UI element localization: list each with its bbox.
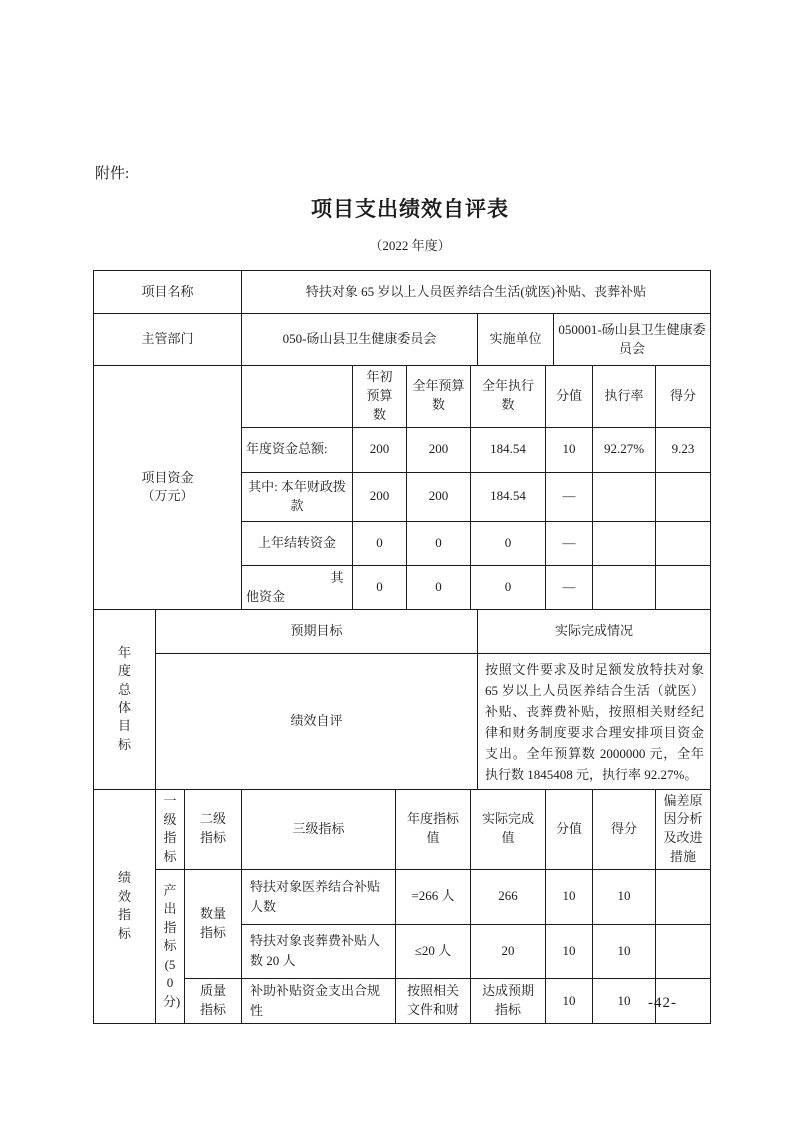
indicator-level1-output [156,869,185,1023]
funds-cell: 0 [353,565,407,609]
section-project-funds [93,365,711,610]
department-value: 050-砀山县卫生健康委员会 [242,314,478,366]
indicator-target-value: =266 人 [396,869,471,924]
funds-cell: 0 [471,565,546,609]
indicator-name: 补助补贴资金支出合规性 [242,978,396,1023]
annual-goal-label-text: 年度总体目标 [117,644,131,752]
funds-header-execution-rate: 执行率 [593,366,656,428]
indicator-level1-output-text: 产出指标(50分) [162,882,181,1009]
funds-cell [593,472,656,521]
indicator-header-score-max: 分值 [546,789,593,869]
indicator-header-level1-text: 一级指标 [163,793,177,864]
section-project-info [93,270,711,366]
indicator-header-target: 年度指标值 [396,789,471,869]
funds-cell: 9.23 [656,427,711,472]
funds-cell: 200 [407,427,471,472]
indicator-header-score: 得分 [593,789,656,869]
implementing-unit-value: 050001-砀山县卫生健康委员会 [554,314,711,366]
table-row [94,314,711,366]
funds-cell: 200 [353,472,407,521]
actual-completion-header: 实际完成情况 [478,609,711,653]
indicator-target-value: ≤20 人 [396,924,471,978]
table-row [94,271,711,314]
project-name-value: 特扶对象 65 岁以上人员医养结合生活(就医)补贴、丧葬补贴 [242,271,711,314]
table-row [94,609,711,653]
indicator-deviation [656,924,711,978]
indicator-name: 特扶对象医养结合补贴人数 [242,869,396,924]
funds-header-score-value: 分值 [546,366,593,428]
page-subtitle: （2022 年度） [369,238,451,253]
section-performance-indicators [93,789,711,1025]
indicator-score: 10 [593,924,656,978]
page-number: -42- [648,995,677,1011]
funds-cell [656,565,711,609]
funds-section-label [94,366,242,610]
funds-cell: 0 [407,565,471,609]
funds-cell: 200 [407,472,471,521]
expected-goal-header: 预期目标 [156,609,478,653]
indicators-section-label [94,789,156,1024]
funds-cell: 184.54 [471,472,546,521]
funds-cell: 0 [353,521,407,565]
attachment-label: 附件: [95,166,130,182]
indicator-score-max: 10 [546,869,593,924]
table-row [94,869,711,924]
funds-cell: — [546,521,593,565]
funds-row-total-label: 年度资金总额: [242,427,353,472]
page-title: 项目支出绩效自评表 [311,197,509,221]
funds-cell [593,565,656,609]
indicator-level2-quality: 质量指标 [185,978,242,1023]
funds-header-empty [242,366,353,428]
indicator-score: 10 [593,869,656,924]
funds-header-initial-budget: 年初预算数 [353,366,407,428]
indicator-deviation [656,869,711,924]
section-annual-goal [93,609,711,790]
funds-cell: — [546,472,593,521]
indicator-header-level3: 三级指标 [242,789,396,869]
actual-completion-text: 按照文件要求及时足额发放特扶对象 65 岁以上人员医养结合生活（就医）补贴、丧葬费补贴，按照相关财经纪律和财务制度要求合理安排项目资金支出。全年预算数 2000000 元，全年执行数 1845408 元，执行率 92.27%。 [478,653,711,789]
funds-cell: 184.54 [471,427,546,472]
department-label: 主管部门 [94,314,242,366]
funds-header-annual-execution: 全年执行数 [471,366,546,428]
funds-section-label-text: 项目资金（万元） [141,469,194,504]
indicator-level2-quantity: 数量指标 [185,869,242,978]
funds-cell [656,472,711,521]
indicator-score-max: 10 [546,924,593,978]
table-row [94,366,711,428]
indicator-header-level1 [156,789,185,869]
funds-cell: 0 [471,521,546,565]
funds-row-carryover-label: 上年结转资金 [242,521,353,565]
indicators-section-label-text: 绩效指标 [117,870,131,941]
indicator-header-deviation: 偏差原因分析及改进措施 [656,789,711,869]
indicator-header-level2: 二级指标 [185,789,242,869]
table-row [94,978,711,1023]
funds-cell: 92.27% [593,427,656,472]
funds-header-score: 得分 [656,366,711,428]
funds-row-fiscal-label: 其中: 本年财政拨款 [242,472,353,521]
indicator-actual-value: 266 [471,869,546,924]
funds-cell [593,521,656,565]
funds-cell: — [546,565,593,609]
funds-cell: 10 [546,427,593,472]
implementing-unit-label: 实施单位 [478,314,554,366]
indicator-score: 10 [593,978,656,1023]
self-evaluation-label: 绩效自评 [156,653,478,789]
table-row [94,653,711,789]
funds-cell: 0 [407,521,471,565]
indicator-header-actual: 实际完成值 [471,789,546,869]
evaluation-table [93,270,710,1024]
funds-cell [656,521,711,565]
indicator-score-max: 10 [546,978,593,1023]
funds-header-annual-budget: 全年预算数 [407,366,471,428]
table-row [94,789,711,869]
funds-row-other-label: 其他资金 [242,565,353,609]
indicator-name: 特扶对象丧葬费补贴人数 20 人 [242,924,396,978]
project-name-label: 项目名称 [94,271,242,314]
indicator-actual-value: 达成预期指标 [471,978,546,1023]
indicator-actual-value: 20 [471,924,546,978]
indicator-target-value: 按照相关文件和财 [396,978,471,1023]
funds-cell: 200 [353,427,407,472]
annual-goal-label [94,609,156,789]
